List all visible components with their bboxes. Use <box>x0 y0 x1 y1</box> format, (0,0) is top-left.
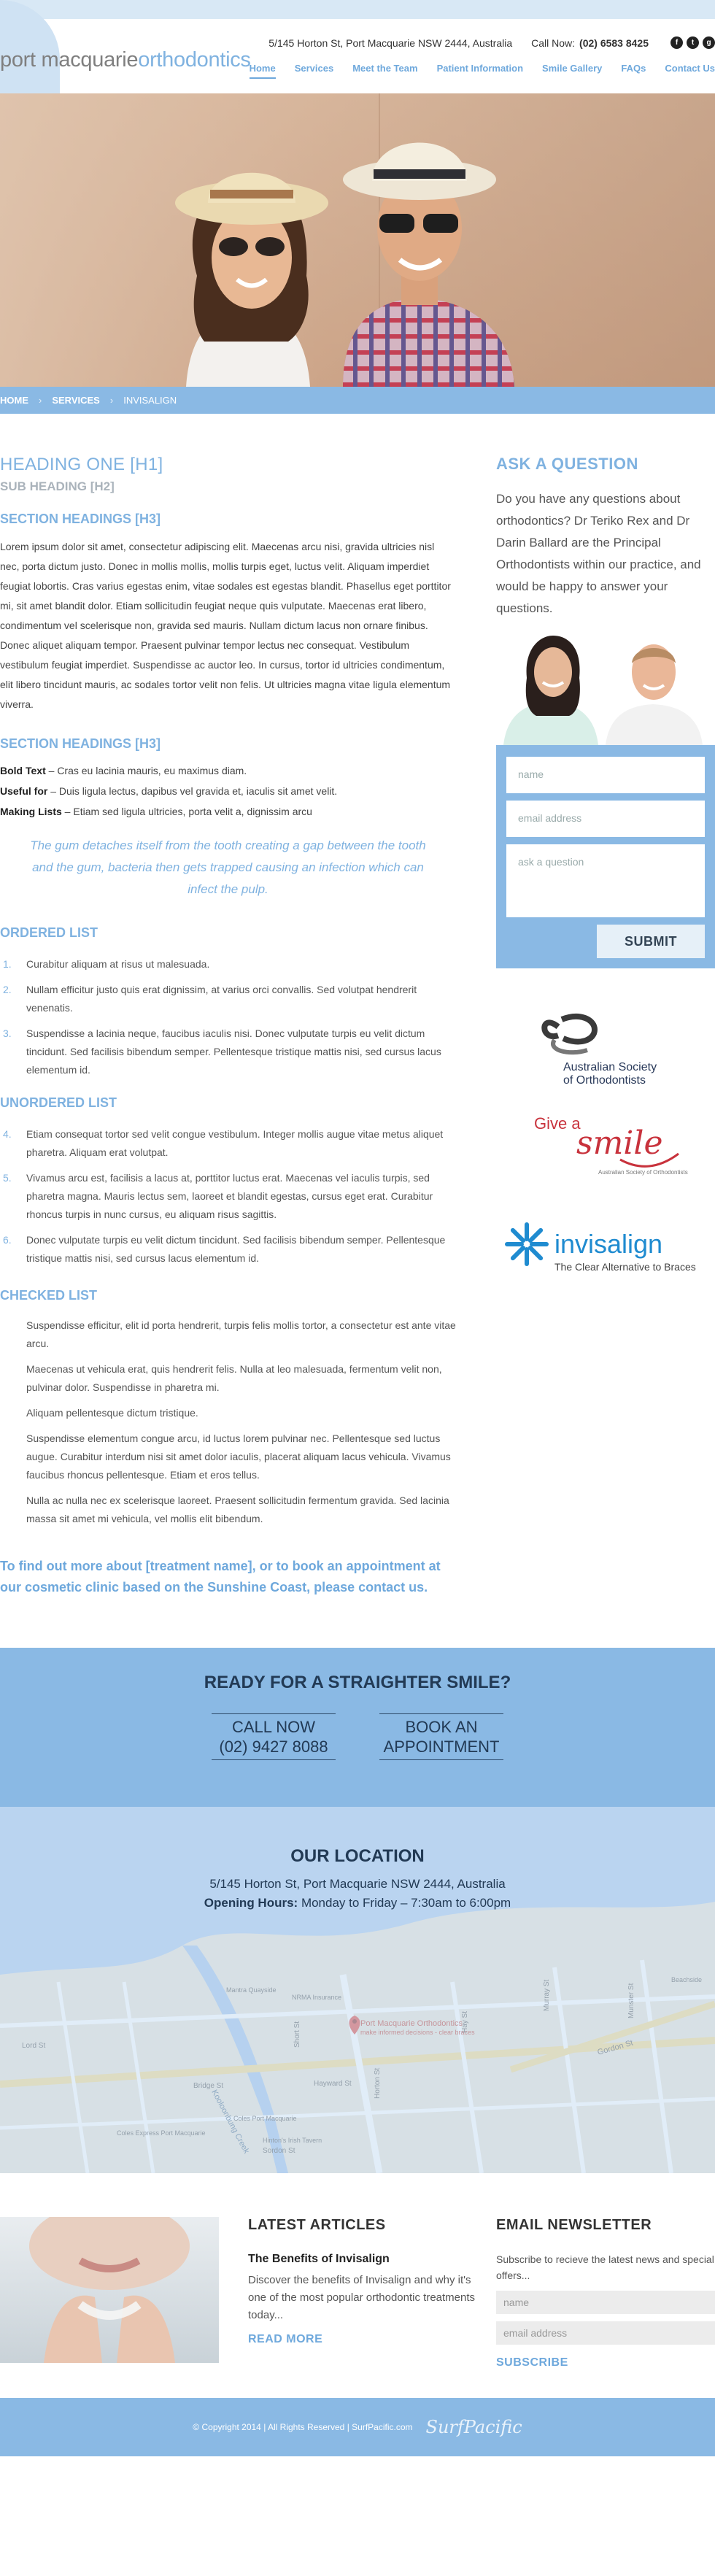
pull-quote: The gum detaches itself from the tooth creating a gap between the tooth and the gum, bacteria then gets trapped causing an infection which can infect the pulp. <box>30 838 426 896</box>
top-band <box>0 0 715 19</box>
main-area <box>0 414 715 1598</box>
email-newsletter <box>496 2217 715 2398</box>
page-subtitle: SUB HEADING [H2] <box>0 479 115 493</box>
give-a-smile-logo[interactable] <box>496 1108 715 1196</box>
aso-logo[interactable] <box>496 1005 715 1092</box>
list-number: 6. <box>3 1234 12 1246</box>
definition-text: – Etiam sed ligula ultricies, porta velit a, dignissim arcu <box>61 806 312 817</box>
footer-widgets <box>0 2173 715 2398</box>
breadcrumb-home[interactable]: HOME <box>0 395 28 406</box>
aso-line2: of Orthodontists <box>563 1074 646 1087</box>
invisalign-logo-mark <box>496 1215 715 1288</box>
hero-image <box>0 93 715 387</box>
smile-sub: Australian Society of Orthodontists <box>598 1169 688 1176</box>
section-heading: SECTION HEADINGS [H3] <box>0 512 161 526</box>
list-item: Nulla ac nulla nec ex scelerisque laoreet. Praesent sollicitudin fermentum gravida. Sed lacinia massa sit amet mi vehicula, vel mollis elit bibendum. <box>26 1495 449 1524</box>
read-more-link[interactable]: READ MORE <box>248 2333 323 2345</box>
article-thumbnail[interactable] <box>0 2217 219 2363</box>
site-logo[interactable] <box>0 48 251 72</box>
list-number: 4. <box>3 1128 12 1140</box>
facebook-icon[interactable]: f <box>670 36 683 49</box>
smile-word: smile <box>576 1125 663 1162</box>
call-label: Call Now: <box>531 36 576 49</box>
social-links <box>670 36 715 49</box>
checked-list-heading: CHECKED LIST <box>0 1288 98 1303</box>
twitter-icon[interactable]: t <box>687 36 699 49</box>
opening-hours <box>0 1896 715 1910</box>
nav-meet-the-team[interactable]: Meet the Team <box>352 63 418 74</box>
question-field[interactable]: ask a question <box>506 844 705 917</box>
newsletter-text: Subscribe to recieve the latest news and special offers... <box>496 2253 714 2281</box>
list-item: Aliquam pellentesque dictum tristique. <box>26 1407 198 1419</box>
subscribe-button[interactable]: SUBSCRIBE <box>496 2356 568 2369</box>
breadcrumb <box>0 387 715 414</box>
definition-text: – Duis ligula lectus, dapibus vel gravida et, iaculis sit amet velit. <box>47 785 338 797</box>
newsletter-email-field[interactable]: email address <box>496 2321 715 2345</box>
list-item <box>0 955 456 973</box>
ordered-list <box>0 955 456 1079</box>
nav-contact-us[interactable]: Contact Us <box>665 63 715 74</box>
invisalign-tagline: The Clear Alternative to Braces <box>554 1261 696 1273</box>
list-text: Nullam efficitur justo quis erat dignissim, at varius orci convallis. Sed volutpat hendrerit venenatis. <box>26 984 417 1014</box>
header-address: 5/145 Horton St, Port Macquarie NSW 2444, Australia <box>268 36 513 49</box>
nav-faqs[interactable]: FAQs <box>621 63 646 74</box>
location-map[interactable] <box>0 1807 715 2173</box>
unordered-list <box>0 1125 456 1268</box>
newsletter-name-field[interactable]: name <box>496 2291 715 2314</box>
hero-couple-illustration <box>0 93 715 387</box>
list-text: Vivamus arcu est, facilisis a lacus at, porttitor luctus erat. Maecenas vel iaculis turpis, sed pharetra magna. Mauris lectus sem, laoreet et blandit egestas, cursus eget erat. Curabitur rhoncus turpis in nunc cursus, eu aliquam risus sagittis. <box>26 1172 433 1220</box>
smile-pre: Give a <box>534 1114 581 1133</box>
nav-smile-gallery[interactable]: Smile Gallery <box>542 63 603 74</box>
list-number: 5. <box>3 1172 12 1184</box>
article-excerpt: Discover the benefits of Invisalign and why it's one of the most popular orthodontic treatments today... <box>248 2274 476 2321</box>
definition-item <box>0 806 456 817</box>
section-heading: SECTION HEADINGS [H3] <box>0 736 161 751</box>
list-item <box>0 1125 456 1162</box>
newsletter-title: EMAIL NEWSLETTER <box>496 2217 652 2233</box>
nav-patient-information[interactable]: Patient Information <box>436 63 524 74</box>
definition-term: Making Lists <box>0 806 62 817</box>
ready-title: READY FOR A STRAIGHTER SMILE? <box>204 1673 511 1692</box>
list-text: Suspendisse a lacinia neque, faucibus iaculis nisi. Donec vulputate turpis eu velit dictum tincidunt. Sed facilisis bibendum semper. Pellentesque tristique mattis nisi, sed cursus lacus elementum id. <box>26 1027 441 1076</box>
affiliate-logos <box>496 1005 715 1288</box>
site-header <box>0 19 715 93</box>
location-title: OUR LOCATION <box>290 1846 425 1866</box>
definition-term: Useful for <box>0 785 48 797</box>
unordered-list-heading: UNORDERED LIST <box>0 1095 117 1110</box>
article-title-link[interactable]: The Benefits of Invisalign <box>248 2253 390 2265</box>
aso-line1: Australian Society <box>563 1061 657 1073</box>
latest-articles-title: LATEST ARTICLES <box>248 2217 386 2233</box>
smile-logo-mark <box>496 1108 715 1196</box>
breadcrumb-current: INVISALIGN <box>123 395 177 406</box>
ready-buttons <box>0 1713 715 1760</box>
list-item <box>0 1025 456 1079</box>
name-field[interactable]: name <box>506 757 705 793</box>
email-field[interactable]: email address <box>506 801 705 837</box>
call-now-phone: (02) 9427 8088 <box>219 1738 328 1756</box>
site-footer <box>0 2398 715 2456</box>
ask-question-form <box>496 745 715 968</box>
aligner-hands-illustration <box>0 2217 219 2363</box>
doctors-illustration <box>496 634 715 745</box>
list-number: 2. <box>3 984 12 995</box>
breadcrumb-separator: › <box>109 395 114 406</box>
location-address: 5/145 Horton St, Port Macquarie NSW 2444, Australia <box>209 1877 506 1891</box>
list-text: Curabitur aliquam at risus ut malesuada. <box>26 958 210 970</box>
list-number: 1. <box>3 958 12 970</box>
breadcrumb-services[interactable]: SERVICES <box>52 395 100 406</box>
copyright-text: © Copyright 2014 | All Rights Reserved | SurfPacific.com <box>193 2422 413 2432</box>
list-item: Suspendisse efficitur, elit id porta hendrerit, turpis felis mollis tortor, a consectetur est ante vitae arcu. <box>26 1319 456 1349</box>
main-content <box>0 455 456 1598</box>
submit-button[interactable]: SUBMIT <box>597 925 705 958</box>
page-title: HEADING ONE [H1] <box>0 455 163 474</box>
invisalign-word: invisalign <box>554 1229 663 1259</box>
book-line2: APPOINTMENT <box>383 1738 500 1756</box>
definition-item <box>0 785 456 797</box>
sidebar <box>496 455 715 1598</box>
header-contact <box>268 36 715 49</box>
logo-part-2: orthodontics <box>138 48 251 72</box>
aso-logo-mark <box>496 1005 715 1092</box>
google-plus-icon[interactable]: g <box>703 36 715 49</box>
surfpacific-logo[interactable]: SurfPacific <box>425 2417 522 2437</box>
body-paragraph: Lorem ipsum dolor sit amet, consectetur adipiscing elit. Maecenas arcu nisi, gravida ultricies nisl nec, porta dictum justo. Donec in mollis mollis, mollis turpis eget, luctus velit. Aliquam imperdiet feugiat lobortis. Cras varius egestas enim, vitae sodales est egestas blandit. Phasellus eget porttitor mi, sit amet blandit dolor. Etiam sollicitudin feugiat neque quis vulputate. Maecenas erat libero, condimentum vel scelerisque non, gravida sed mauris. Nullam dictum lacus non ornare finibus. Donec aliquet aliquam tempor. Praesent pulvinar tempor lectus nec consequat. Vestibulum vestibulum feugiat imperdiet. Suspendisse ac auctor leo. In cursus, tortor id ultricies condimentum, elit libero tincidunt mauris, ac sodales tortor velit non felis. Ut ultricies magna vitae ligula elementum viverra. <box>0 541 451 710</box>
list-text: Etiam consequat tortor sed velit congue vestibulum. Integer mollis augue vitae metus aliquet pharetra. Aliquam erat volutpat. <box>26 1128 444 1158</box>
list-text: Donec vulputate turpis eu velit dictum tincidunt. Sed facilisis bibendum semper. Pellentesque tristique mattis nisi, sed cursus lacus elementum id. <box>26 1234 446 1264</box>
main-nav <box>250 63 715 79</box>
breadcrumb-separator: › <box>39 395 42 406</box>
ask-question-text: Do you have any questions about orthodontics? Dr Teriko Rex and Dr Darin Ballard are the Principal Orthodontists within our practice, and would be happy to answer your questions. <box>496 492 701 615</box>
nav-home[interactable]: Home <box>250 63 276 79</box>
definition-text: – Cras eu lacinia mauris, eu maximus diam. <box>45 765 247 776</box>
definition-item <box>0 765 456 776</box>
list-item <box>0 981 456 1017</box>
call-now-label: CALL NOW <box>231 1718 316 1736</box>
ask-question-title: ASK A QUESTION <box>496 455 638 473</box>
hours-label: Opening Hours: <box>204 1896 298 1910</box>
contact-cta-text: To find out more about [treatment name], or to book an appointment at our cosmetic clinic based on the Sunshine Coast, please contact us. <box>0 1559 441 1594</box>
logo-part-1: port macquarie <box>0 48 139 72</box>
ordered-list-heading: ORDERED LIST <box>0 925 98 940</box>
checked-list <box>0 1316 456 1528</box>
definition-term: Bold Text <box>0 765 46 776</box>
hours-value: Monday to Friday – 7:30am to 6:00pm <box>298 1896 511 1910</box>
ready-cta-band <box>0 1648 715 1807</box>
nav-services[interactable]: Services <box>294 63 334 74</box>
call-now-button[interactable] <box>212 1713 336 1760</box>
list-item: Suspendisse elementum congue arcu, id luctus lorem pulvinar nec. Pellentesque sed luctus augue. Curabitur interdum nisi sit amet dolor iaculis, placerat aliquam lacus vehicula. Vivamus faucibus rhoncus pellentesque. Etiam et eros tellus. <box>26 1432 451 1481</box>
book-appointment-button[interactable] <box>379 1713 503 1760</box>
book-line1: BOOK AN <box>405 1718 478 1736</box>
orthodontists-photo <box>496 634 715 745</box>
invisalign-logo[interactable] <box>496 1215 715 1288</box>
list-item: Maecenas ut vehicula erat, quis hendrerit felis. Nulla at leo malesuada, fermentum velit non, pulvinar dolor. Suspendisse in pharetra mi. <box>26 1363 442 1393</box>
header-phone[interactable]: (02) 6583 8425 <box>579 36 649 49</box>
latest-articles <box>248 2217 489 2398</box>
list-item <box>0 1231 456 1268</box>
list-number: 3. <box>3 1027 12 1039</box>
list-item <box>0 1169 456 1224</box>
